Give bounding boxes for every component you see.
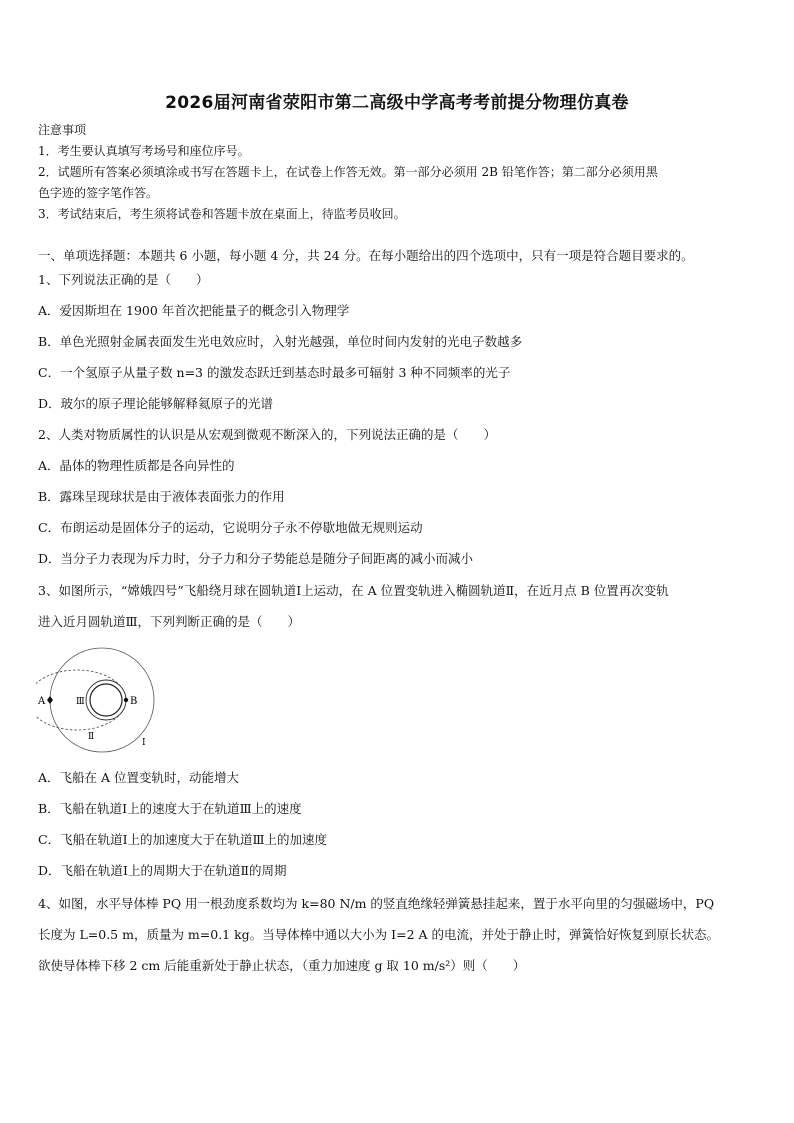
point-b-marker [124, 698, 128, 702]
option-a: A．晶体的物理性质都是各向异性的 [38, 458, 235, 473]
option-b: B．露珠呈现球状是由于液体表面张力的作用 [38, 489, 285, 504]
option-b: B．飞船在轨道Ⅰ上的速度大于在轨道Ⅲ上的速度 [38, 801, 302, 816]
point-a-marker [47, 696, 53, 704]
label-b: B [130, 696, 138, 707]
option-d: D．当分子力表现为斥力时，分子力和分子势能总是随分子间距离的减小而减小 [38, 551, 474, 566]
option-c: C．飞船在轨道Ⅰ上的加速度大于在轨道Ⅲ上的加速度 [38, 832, 328, 847]
question-stem-line-1: 4、如图，水平导体棒 PQ 用一根劲度系数均为 k=80 N/m 的竖直绝缘轻弹簧悬挂起来，置于水平向里的匀强磁场中，PQ [38, 896, 715, 911]
option-a: A．爱因斯坦在 1900 年首次把能量子的概念引入物理学 [38, 303, 350, 318]
orbit-svg [36, 645, 164, 755]
question-stem-line-2: 长度为 L=0.5 m，质量为 m=0.1 kg。当导体棒中通以大小为 I=2 A 的电流，并处于静止时，弹簧恰好恢复到原长状态。 [38, 927, 719, 942]
orbit-diagram [36, 645, 164, 755]
question-stem: 2、人类对物质属性的认识是从宏观到微观不断深入的，下列说法正确的是（ ） [38, 427, 496, 442]
moon-circle [90, 684, 122, 716]
notes-item-2-cont: 色字迹的签字笔作答。 [38, 186, 159, 200]
label-orbit-1: Ⅰ [142, 738, 146, 748]
notes-item-3: 3．考试结束后，考生须将试卷和答题卡放在桌面上，待监考员收回。 [38, 207, 406, 221]
option-c: C．一个氢原子从量子数 n=3 的激发态跃迁到基态时最多可辐射 3 种不同频率的光子 [38, 365, 511, 380]
option-d: D．玻尔的原子理论能够解释氦原子的光谱 [38, 396, 274, 411]
question-stem-line-1: 3、如图所示，“嫦娥四号”飞船绕月球在圆轨道Ⅰ上运动，在 A 位置变轨进入椭圆轨道Ⅱ，在近月点 B 位置再次变轨 [38, 583, 669, 598]
question-stem-line-3: 欲使导体棒下移 2 cm 后能重新处于静止状态，（重力加速度 g 取 10 m/s²）则（ ） [38, 958, 526, 973]
label-a: A [38, 696, 46, 707]
option-b: B．单色光照射金属表面发生光电效应时，入射光越强，单位时间内发射的光电子数越多 [38, 334, 523, 349]
page-title: 2026届河南省荥阳市第二高级中学高考考前提分物理仿真卷 [165, 93, 629, 113]
question-stem-line-2: 进入近月圆轨道Ⅲ，下列判断正确的是（ ） [38, 614, 301, 629]
option-a: A．飞船在 A 位置变轨时，动能增大 [38, 770, 240, 785]
notes-item-2: 2．试题所有答案必须填涂或书写在答题卡上，在试卷上作答无效。第一部分必须用 2B 铅笔作答；第二部分必须用黑 [38, 165, 658, 179]
question-stem: 1、下列说法正确的是（ ） [38, 272, 209, 287]
option-d: D．飞船在轨道Ⅰ上的周期大于在轨道Ⅱ的周期 [38, 863, 287, 878]
option-c: C．布朗运动是固体分子的运动，它说明分子永不停歇地做无规则运动 [38, 520, 423, 535]
section-heading: 一、单项选择题：本题共 6 小题，每小题 4 分，共 24 分。在每小题给出的四个选项中，只有一项是符合题目要求的。 [38, 248, 694, 263]
notes-item-1: 1．考生要认真填写考场号和座位序号。 [38, 144, 250, 158]
label-orbit-3: Ⅲ [76, 697, 85, 707]
notes-heading: 注意事项 [38, 123, 87, 137]
label-orbit-2: Ⅱ [88, 732, 95, 742]
